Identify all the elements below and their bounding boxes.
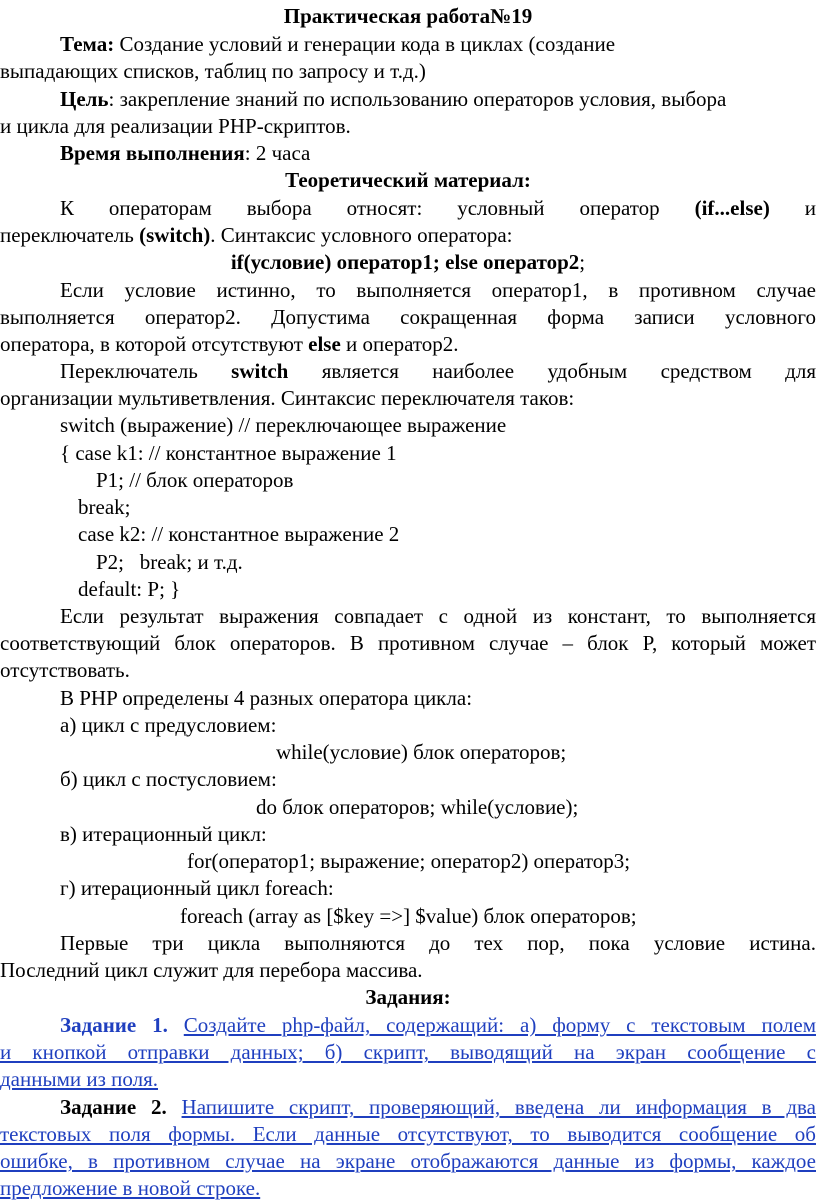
page-title [0,3,816,30]
p4-text-1: Если результат выражения совпадает с одной из констант, то выполняется [60,604,816,628]
task-2-line-4 [0,1175,816,1202]
p1-text-c: и [769,196,816,220]
goal-label: Цель [60,87,109,111]
topic-label: Тема: [60,32,115,56]
if-else-term: (if...else) [694,196,770,220]
p3-text-c: является наиболее удобным средством для [288,359,816,383]
code-line-5 [0,521,816,548]
code-text-6: P2; break; и т.д. [96,550,243,574]
if-syntax-line [0,249,816,276]
task-2-text-4[interactable]: предложение в новой строке. [0,1176,261,1200]
topic-line-2 [0,58,816,85]
code-text-7: default: P; } [78,577,181,601]
code-text-3: P1; // блок операторов [96,468,294,492]
p4-text-3: отсутствовать. [0,658,130,682]
p4-text-2: соответствующий блок операторов. В противном случае – блок P, который может [0,631,816,655]
code-line-2 [0,440,816,467]
switch-term: (switch) [139,223,211,247]
theory-p1-line-1 [0,195,816,222]
loop-b-syntax-text: do блок операторов; while(условие); [256,795,579,819]
code-line-6 [0,549,816,576]
goal-line-1 [0,86,816,113]
theory-p4-line-1 [0,603,816,630]
topic-line-1 [0,31,816,58]
code-line-4 [0,494,816,521]
task-2-line-2 [0,1121,816,1148]
tasks-heading-text: Задания: [365,985,451,1009]
loops-intro-text: В PHP определены 4 разных оператора цикла: [60,686,473,710]
task-2-text-1[interactable]: Напишите скрипт, проверяющий, введена ли информация в два [181,1095,816,1119]
loop-b-label [0,766,816,793]
loop-d-text: г) итерационный цикл foreach: [60,876,334,900]
loops-intro [0,685,816,712]
p2-text-2: выполняется оператор2. Допустима сокращенная форма записи условного [0,305,816,329]
code-line-7 [0,576,816,603]
task-1-line-2 [0,1039,816,1066]
theory-p2-line-1 [0,277,816,304]
theory-heading [0,167,816,194]
code-line-3 [0,467,816,494]
p5-text-2: Последний цикл служит для перебора массива. [0,958,423,982]
theory-p2-line-2 [0,304,816,331]
loop-a-label [0,712,816,739]
code-line-1 [0,412,816,439]
theory-p5-line-2 [0,957,816,984]
topic-text-1: Создание условий и генерации кода в циклах (создание [114,32,616,56]
theory-heading-text: Теоретический материал: [285,168,531,192]
p2-text-1: Если условие истинно, то выполняется оператор1, в противном случае [60,278,816,302]
time-label: Время выполнения [60,141,245,165]
switch-keyword: switch [231,359,289,383]
task-2-text-3[interactable]: ошибке, в противном случае на экране отображаются данные из формы, каждое [0,1149,816,1173]
loop-a-text: а) цикл с предусловием: [60,713,277,737]
task-1-label: Задание 1. [60,1013,168,1037]
topic-text-2: выпадающих списков, таблиц по запросу и т.д.) [0,59,426,83]
task-2-text-2[interactable]: текстовых поля формы. Если данные отсутствуют, то выводится сообщение об [0,1122,816,1146]
loop-d-syntax [0,903,816,930]
p1-text-2c: . Синтаксис условного оператора: [210,223,513,247]
p3-text-a: Переключатель [60,359,232,383]
loop-d-syntax-text: foreach (array as [$key =>] $value) блок операторов; [180,904,637,928]
loop-a-syntax-text: while(условие) блок операторов; [276,740,567,764]
code-text-1: switch (выражение) // переключающее выражение [60,413,507,437]
p1-text-a: К операторам выбора относят: условный оператор [60,196,695,220]
theory-p2-line-3 [0,331,816,358]
task-1-text-3[interactable]: данными из поля. [0,1067,159,1091]
goal-line-2 [0,113,816,140]
task-1-line-3 [0,1066,816,1093]
if-syntax: if(условие) оператор1; else оператор2 [230,250,580,274]
loop-c-syntax [0,848,816,875]
code-text-4: break; [78,495,131,519]
if-syntax-end: ; [579,250,586,274]
time-value: : 2 часа [244,141,311,165]
p1-text-2a: переключатель [0,223,140,247]
theory-p4-line-2 [0,630,816,657]
theory-p5-line-1 [0,930,816,957]
task-2-label: Задание 2. [60,1095,167,1119]
task-2-line-1 [0,1094,816,1121]
title-text: Практическая работа№19 [283,4,533,28]
loop-b-text: б) цикл с постусловием: [60,767,277,791]
task-2-line-3 [0,1148,816,1175]
theory-p3-line-1 [0,358,816,385]
p2-text-3a: оператора, в которой отсутствуют [0,332,309,356]
loop-b-syntax [0,794,816,821]
theory-p3-line-2 [0,385,816,412]
loop-c-label [0,821,816,848]
code-text-5: case k2: // константное выражение 2 [78,522,400,546]
task-1-text-1[interactable]: Создайте php-файл, содержащий: а) форму с текстовым полем [183,1013,816,1037]
tasks-heading [0,984,816,1011]
loop-a-syntax [0,739,816,766]
goal-text-1: : закрепление знаний по использованию операторов условия, выбора [108,87,727,111]
goal-text-2: и цикла для реализации PHP-скриптов. [0,114,351,138]
theory-p4-line-3 [0,657,816,684]
task-1-line-1 [0,1012,816,1039]
task-1-text-2[interactable]: и кнопкой отправки данных; б) скрипт, выводящий на экран сообщение с [0,1040,816,1064]
loop-c-syntax-text: for(оператор1; выражение; оператор2) оператор3; [187,849,631,873]
loop-d-label [0,875,816,902]
p3-text-2: организации мультиветвления. Синтаксис переключателя таков: [0,386,575,410]
else-term: else [308,332,341,356]
p5-text-1: Первые три цикла выполняются до тех пор, пока условие истина. [60,931,816,955]
time-line [0,140,816,167]
loop-c-text: в) итерационный цикл: [60,822,267,846]
code-text-2: { case k1: // константное выражение 1 [60,441,397,465]
theory-p1-line-2 [0,222,816,249]
p2-text-3c: и оператор2. [340,332,459,356]
